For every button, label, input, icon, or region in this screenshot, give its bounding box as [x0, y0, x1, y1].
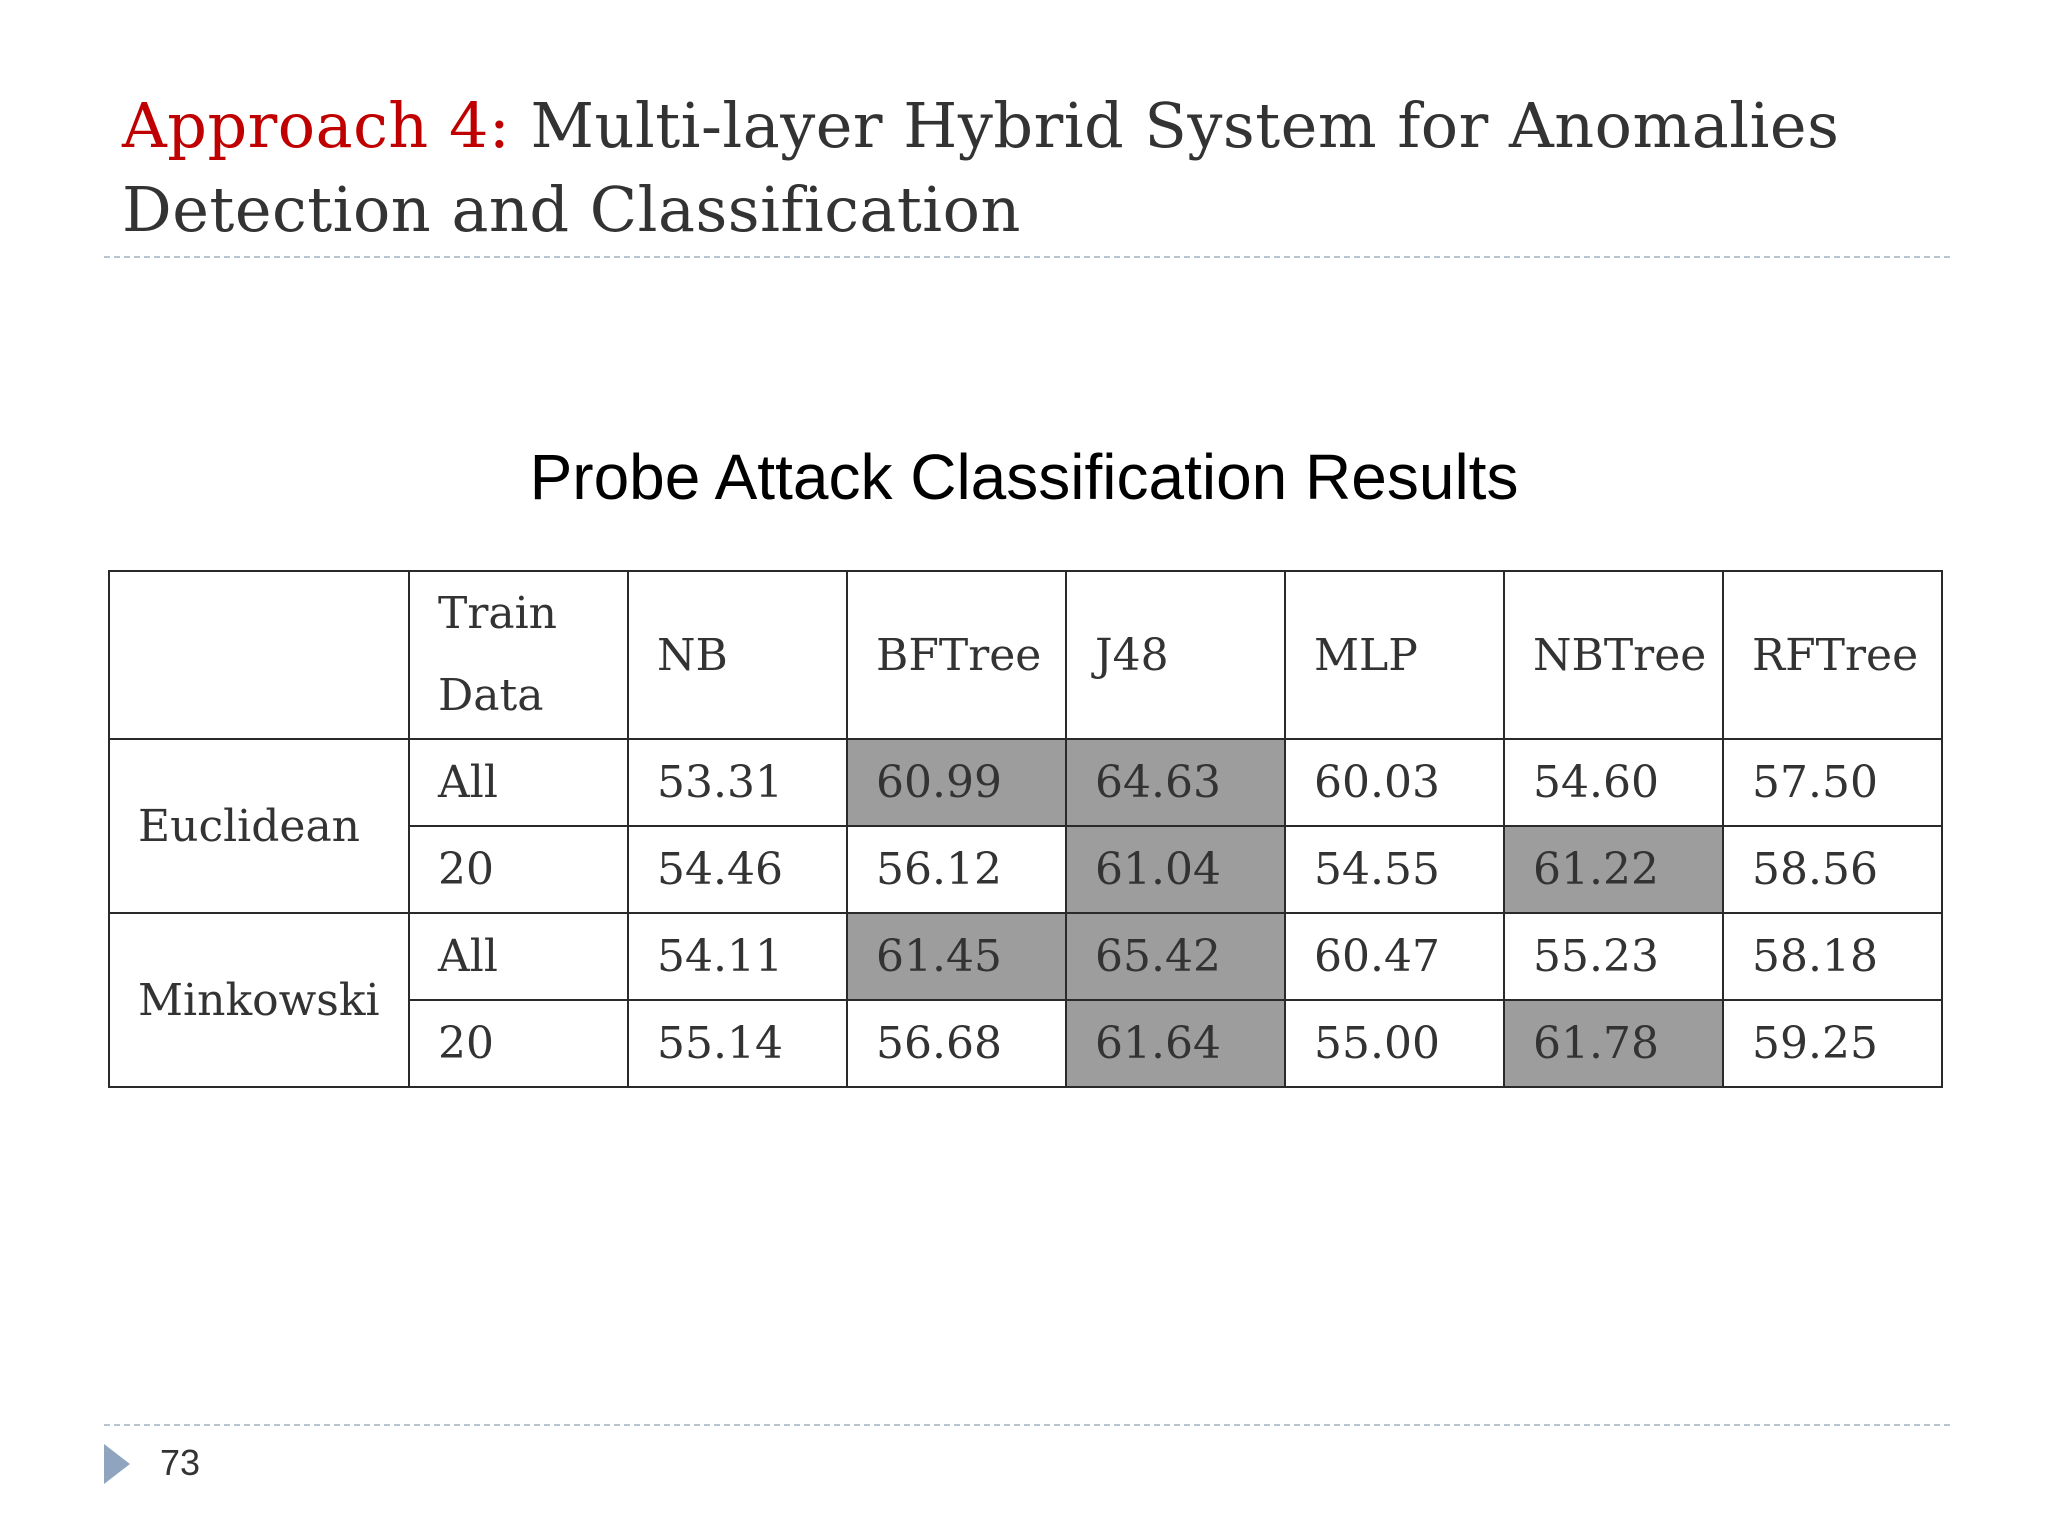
title-accent: Approach 4: — [122, 89, 511, 162]
header-nb: NB — [628, 571, 847, 739]
train-cell: All — [409, 739, 628, 826]
table-caption: Probe Attack Classification Results — [529, 441, 1519, 513]
value-cell: 57.50 — [1723, 739, 1942, 826]
value-cell: 53.31 — [628, 739, 847, 826]
header-bftree: BFTree — [847, 571, 1066, 739]
page-number: 73 — [160, 1442, 201, 1483]
table-row — [109, 739, 1942, 826]
value-cell: 54.46 — [628, 826, 847, 913]
header-j48: J48 — [1066, 571, 1285, 739]
value-cell: 58.18 — [1723, 913, 1942, 1000]
value-cell: 56.68 — [847, 1000, 1066, 1087]
title-divider — [104, 256, 1950, 258]
value-cell: 61.22 — [1504, 826, 1723, 913]
header-train-data-line2: Data — [438, 670, 544, 721]
value-cell: 64.63 — [1066, 739, 1285, 826]
train-cell: 20 — [409, 826, 628, 913]
train-cell: 20 — [409, 1000, 628, 1087]
value-cell: 61.04 — [1066, 826, 1285, 913]
value-cell: 55.00 — [1285, 1000, 1504, 1087]
results-table — [108, 570, 1943, 1088]
triangle-bullet-icon — [104, 1444, 130, 1484]
table-row — [109, 913, 1942, 1000]
value-cell: 61.45 — [847, 913, 1066, 1000]
header-nbtree: NBTree — [1504, 571, 1723, 739]
header-blank-cell — [109, 571, 409, 739]
value-cell: 58.56 — [1723, 826, 1942, 913]
value-cell: 60.03 — [1285, 739, 1504, 826]
table-header-row — [109, 571, 1942, 739]
value-cell: 65.42 — [1066, 913, 1285, 1000]
value-cell: 56.12 — [847, 826, 1066, 913]
value-cell: 61.78 — [1504, 1000, 1723, 1087]
header-rftree: RFTree — [1723, 571, 1942, 739]
value-cell: 61.64 — [1066, 1000, 1285, 1087]
value-cell: 54.55 — [1285, 826, 1504, 913]
footer-divider — [104, 1424, 1950, 1426]
value-cell: 54.11 — [628, 913, 847, 1000]
header-train-data-line1: Train — [438, 588, 558, 639]
value-cell: 59.25 — [1723, 1000, 1942, 1087]
group-label-minkowski: Minkowski — [109, 913, 409, 1087]
group-label-euclidean: Euclidean — [109, 739, 409, 913]
value-cell: 55.23 — [1504, 913, 1723, 1000]
train-cell: All — [409, 913, 628, 1000]
value-cell: 54.60 — [1504, 739, 1723, 826]
header-train-data — [409, 571, 628, 739]
value-cell: 60.47 — [1285, 913, 1504, 1000]
value-cell: 55.14 — [628, 1000, 847, 1087]
title-text: Multi-layer Hybrid System for Anomalies Detection and Classification — [122, 89, 1840, 246]
header-mlp: MLP — [1285, 571, 1504, 739]
slide-title — [122, 84, 1982, 252]
value-cell: 60.99 — [847, 739, 1066, 826]
